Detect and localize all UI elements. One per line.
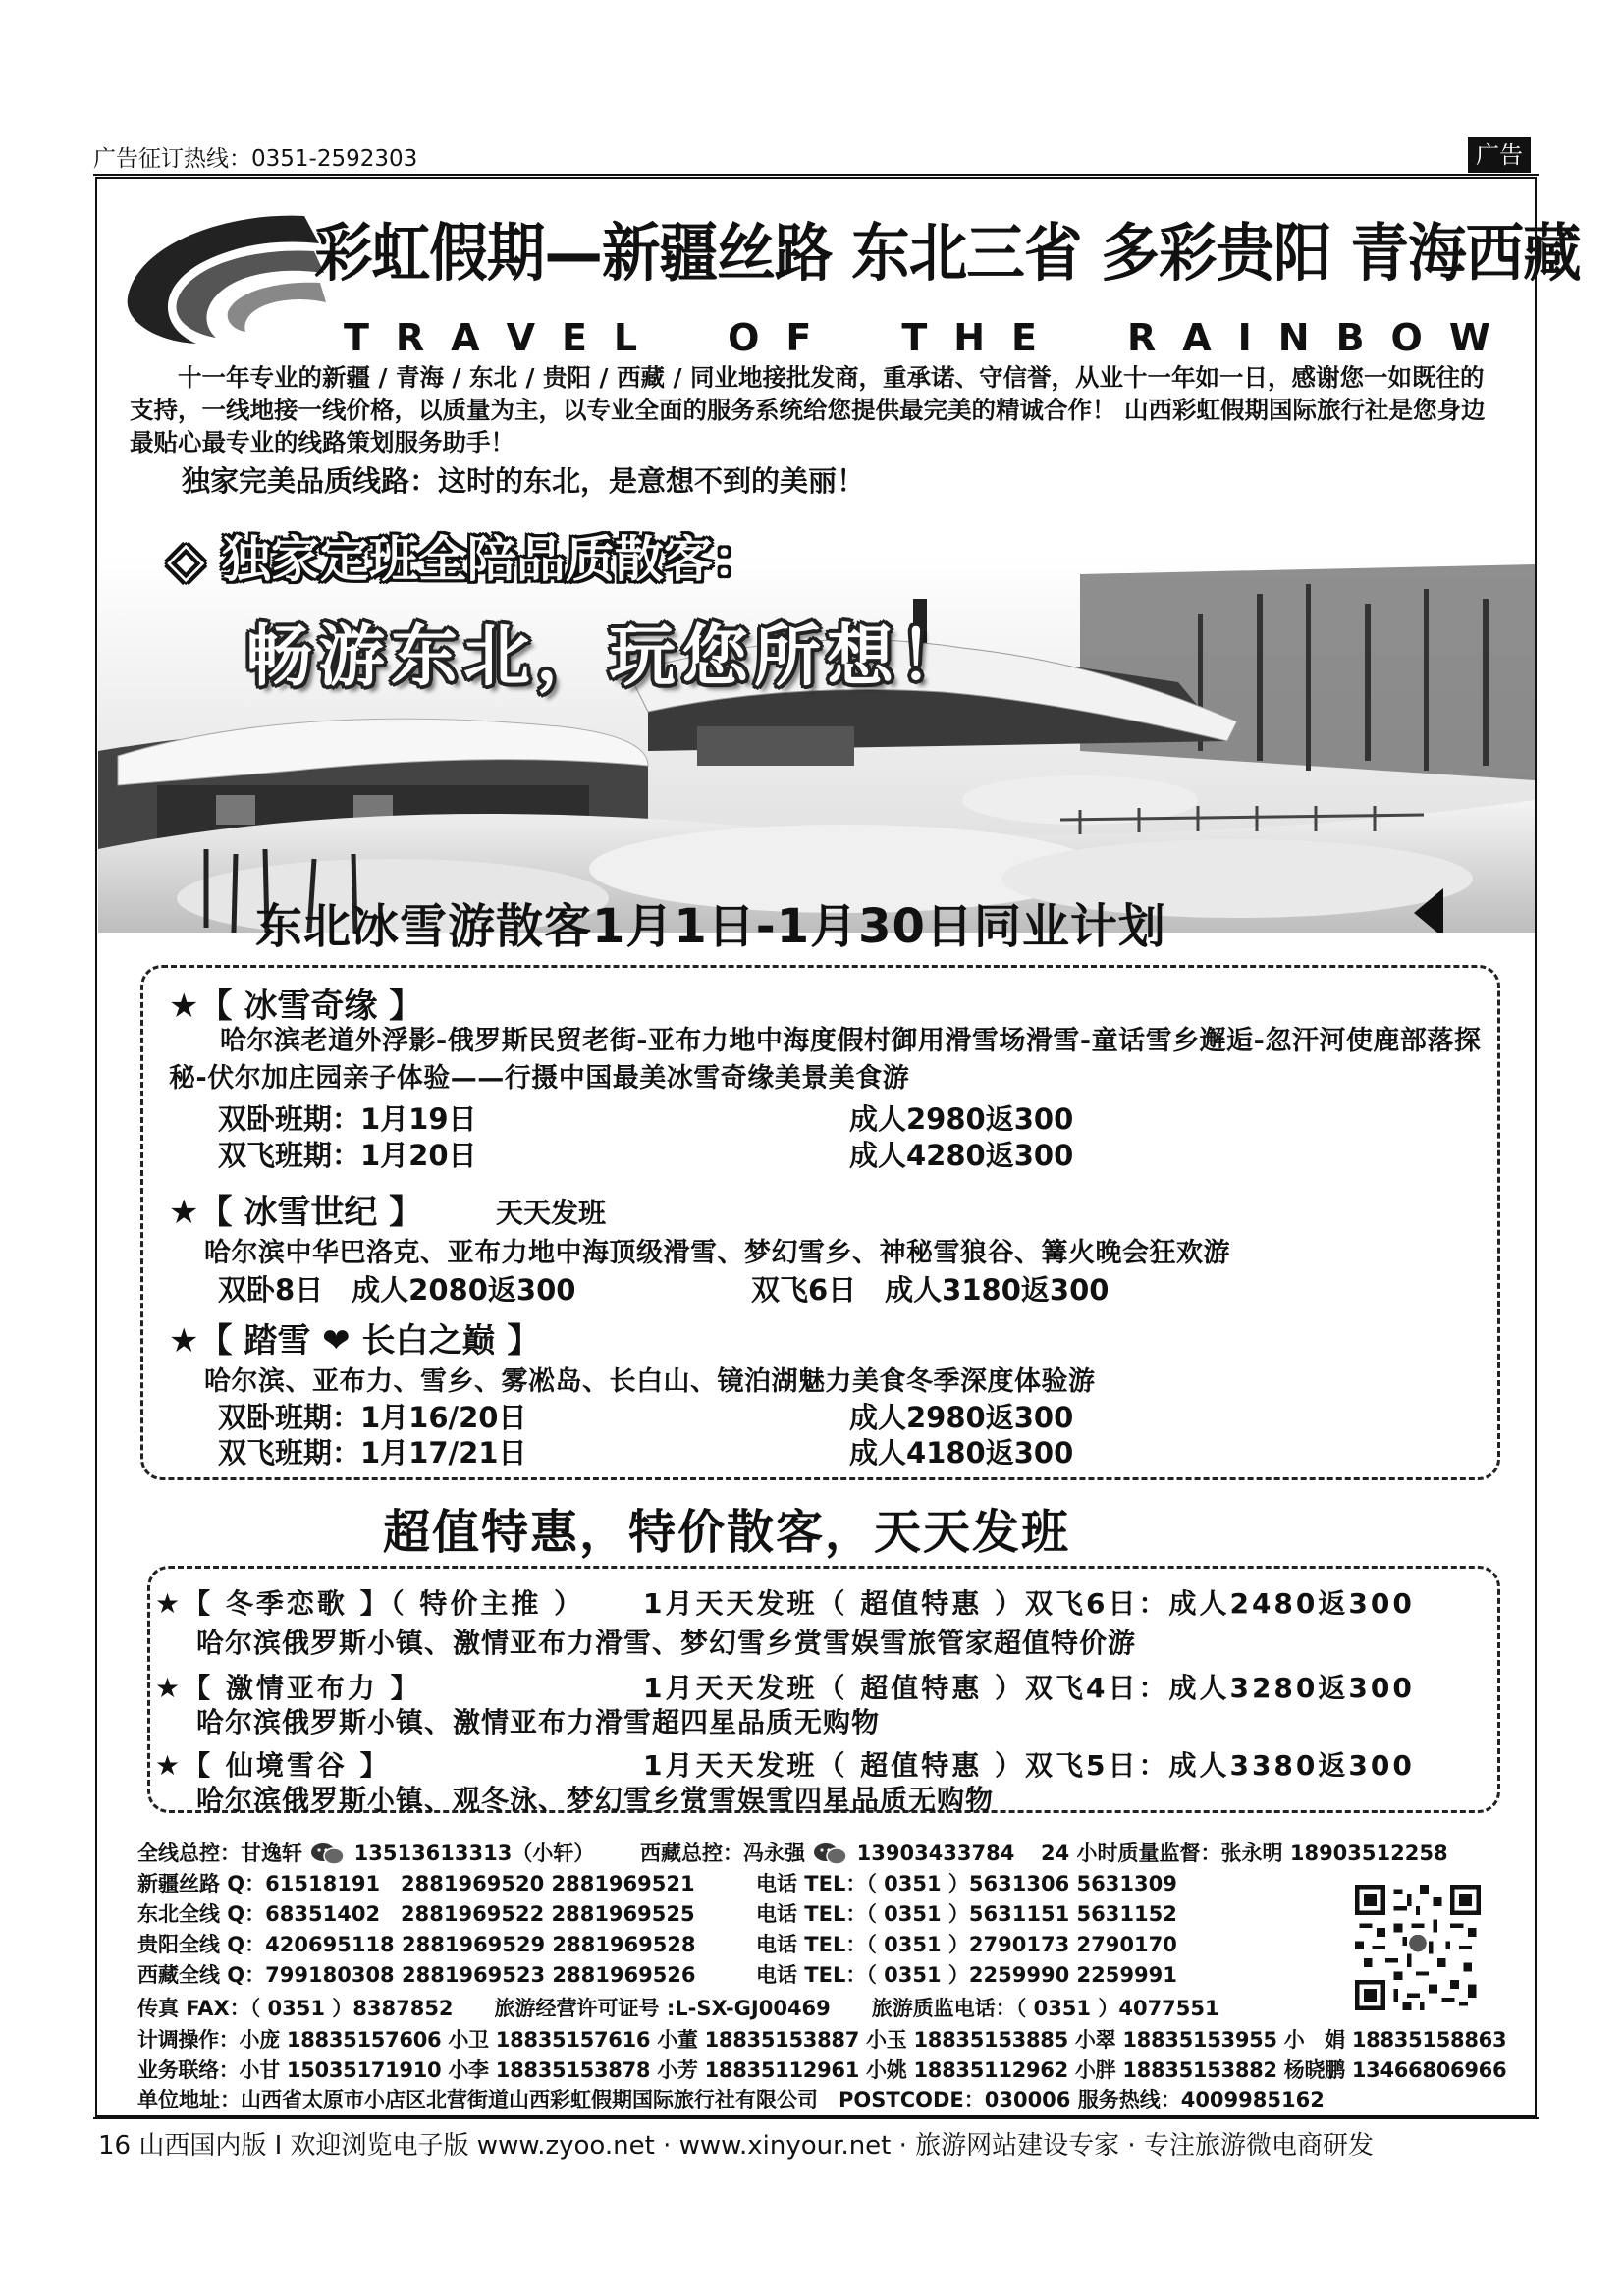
subtitle-letter: O: [728, 316, 762, 359]
ad-section-tag: 广告: [1468, 137, 1531, 173]
exclusive-line: 独家完美品质线路：这时的东北，是意想不到的美丽！: [182, 464, 866, 498]
quality-supervisor: 24 小时质量监督：张永明 18903512258: [1041, 1842, 1448, 1865]
general-manager: 全线总控：甘逸轩: [137, 1842, 302, 1865]
departure-date: 双卧班期：1月16/20日: [218, 1401, 527, 1434]
package-route: 哈尔滨中华巴洛克、亚布力地中海顶级滑雪、梦幻雪乡、神秘雪狼谷、篝火晚会狂欢游: [204, 1238, 1230, 1268]
price: 成人4280返300: [849, 1139, 1074, 1172]
subtitle-letter: A: [1182, 316, 1214, 359]
rainbow-swoosh-logo: [118, 204, 334, 351]
deal-name: ★【 仙境雪谷 】: [155, 1749, 391, 1782]
subtitle-letter: V: [506, 316, 537, 359]
deal-plan: 1月天天发班（ 超值特惠 ）双飞6日：成人2480返300: [643, 1587, 1415, 1620]
subtitle-letter: L: [613, 316, 640, 359]
ad-main-title: 彩虹假期—新疆丝路 东北三省 多彩贵阳 青海西藏: [314, 218, 1581, 291]
package-tag: 天天发班: [496, 1197, 607, 1229]
fax-license-line: 传真 FAX：（ 0351 ）8387852 旅游经营许可证号 :L-SX-GJ00469 旅游质监电话：（ 0351 ）4077551: [137, 1997, 1219, 2020]
exclusive-group-heading: ◇ 独家定班全陪品质散客：: [167, 531, 762, 588]
company-address: 单位地址：山西省太原市小店区北营街道山西彩虹假期国际旅行社有限公司 POSTCODE：030006 服务热线：4009985162: [137, 2088, 1325, 2111]
subtitle-letter: T: [344, 316, 371, 359]
deal-name: ★【 激情亚布力 】: [155, 1672, 421, 1704]
price: 双飞6日 成人3180返300: [751, 1273, 1110, 1307]
package-route: 哈尔滨老道外浮影-俄罗斯民贸老街-亚布力地中海度假村御用滑雪场滑雪-童话雪乡邂逅-忽汗河使鹿部落探秘-伏尔加庄园亲子体验——行摄中国最美冰雪奇缘美景美食游: [169, 1026, 1482, 1094]
qr-code: [1355, 1885, 1481, 2010]
subtitle-letter: B: [1335, 316, 1367, 359]
qq-line: 新疆丝路 Q：61518191 2881969520 2881969521: [137, 1872, 695, 1896]
deal-description: 哈尔滨俄罗斯小镇、观冬泳、梦幻雪乡赏雪娱雪四星品质无购物: [196, 1784, 995, 1816]
deal-description: 哈尔滨俄罗斯小镇、激情亚布力滑雪超四星品质无购物: [196, 1706, 881, 1738]
subtitle-letter: R: [395, 316, 427, 359]
contact-tibet: [640, 1838, 1014, 1867]
departure-date: 双飞班期：1月20日: [218, 1139, 477, 1172]
company-intro: [130, 361, 1504, 458]
slogan: 畅游东北，玩您所想！: [245, 617, 973, 696]
qq-line: 贵阳全线 Q：420695118 2881969529 2881969528: [137, 1933, 696, 1956]
price: 成人2980返300: [849, 1102, 1074, 1136]
package-route: 哈尔滨、亚布力、雪乡、雾凇岛、长白山、镜泊湖魅力美食冬季深度体验游: [204, 1366, 1096, 1397]
tel-line: 电话 TEL：（ 0351 ）2790173 2790170: [756, 1933, 1177, 1956]
contact-general: [137, 1838, 594, 1867]
departure-date: 双飞班期：1月17/21日: [218, 1436, 527, 1469]
bottom-rule: [93, 2117, 1539, 2119]
top-rule: [93, 174, 1539, 176]
subtitle-letter: W: [1448, 316, 1492, 359]
deal-plan: 1月天天发班（ 超值特惠 ）双飞5日：成人3380返300: [643, 1749, 1415, 1782]
subtitle-letter: E: [561, 316, 589, 359]
price: 成人2980返300: [849, 1401, 1074, 1434]
intro-paragraph: 十一年专业的新疆 / 青海 / 东北 / 贵阳 / 西藏 / 同业地接批发商，重承诺、守信誉，从业十一年如一日，感谢您一如既往的支持，一线地接一线价格，以质量为主，以专业全面的服务系统给您提供最完美的精诚合作！ 山西彩虹假期国际旅行社是您身边最贴心最专业的线路策划服务助手！: [130, 363, 1486, 456]
subtitle-letter: F: [785, 316, 814, 359]
qq-line: 西藏全线 Q：799180308 2881969523 2881969526: [137, 1963, 696, 1987]
deal-description: 哈尔滨俄罗斯小镇、激情亚布力滑雪、梦幻雪乡赏雪娱雪旅管家超值特价游: [196, 1627, 1137, 1659]
deals-title: 超值特惠，特价散客，天天发班: [383, 1505, 1071, 1560]
page-footer: 16 山西国内版 I 欢迎浏览电子版 www.zyoo.net · www.xinyour.net · 旅游网站建设专家 · 专注旅游微电商研发: [98, 2131, 1374, 2161]
wechat-icon: [309, 1842, 347, 1865]
deal-plan: 1月天天发班（ 超值特惠 ）双飞4日：成人3280返300: [643, 1672, 1415, 1704]
tel-line: 电话 TEL：（ 0351 ）5631306 5631309: [756, 1872, 1177, 1896]
english-subtitle: [344, 316, 1492, 359]
departure-date: 双卧班期：1月19日: [218, 1102, 477, 1136]
package-title-part: ★【 踏雪: [169, 1321, 323, 1361]
winter-plan-title: 东北冰雪游散客1月1日-1月30日同业计划: [255, 899, 1166, 954]
wechat-icon: [812, 1842, 849, 1865]
subtitle-letter: T: [901, 316, 930, 359]
subtitle-letter: A: [451, 316, 482, 359]
heart-icon: ❤: [322, 1321, 351, 1361]
departure-date: 双卧8日 成人2080返300: [218, 1273, 576, 1307]
planning-staff: 计调操作：小庞 18835157606 小卫 18835157616 小董 18835153887 小玉 18835153885 小翠 18835153955 小 娟 18835158863: [137, 2028, 1507, 2052]
subtitle-letter: E: [1011, 316, 1040, 359]
package-title: ★【 冰雪世纪 】: [169, 1193, 423, 1232]
business-staff: 业务联络：小甘 15035171910 小李 18835153878 小芳 18835112961 小姚 18835112962 小胖 18835153882 杨晓鹏 13466806966: [137, 2058, 1507, 2082]
tel-line: 电话 TEL：（ 0351 ）5631151 5631152: [756, 1902, 1177, 1926]
deal-name: ★【 冬季恋歌 】（ 特价主推 ）: [155, 1587, 585, 1620]
package-title: ★【 冰雪奇缘 】: [169, 987, 423, 1026]
price: 成人4180返300: [849, 1436, 1074, 1469]
subtitle-letter: O: [1390, 316, 1425, 359]
general-manager-phone: 13513613313（小轩）: [353, 1842, 595, 1865]
tibet-manager-phone: 13903433784: [856, 1842, 1015, 1865]
subtitle-letter: R: [1126, 316, 1159, 359]
qq-line: 东北全线 Q：68351402 2881969522 2881969525: [137, 1902, 695, 1926]
package-title: [169, 1313, 540, 1362]
tel-line: 电话 TEL：（ 0351 ）2259990 2259991: [756, 1963, 1177, 1987]
ad-hotline: 广告征订热线：0351-2592303: [93, 146, 418, 172]
tibet-manager: 西藏总控：冯永强: [640, 1842, 805, 1865]
subtitle-letter: H: [953, 316, 988, 359]
subtitle-letter: N: [1277, 316, 1312, 359]
subtitle-letter: I: [1237, 316, 1254, 359]
package-title-part: 长白之巅 】: [350, 1321, 541, 1361]
